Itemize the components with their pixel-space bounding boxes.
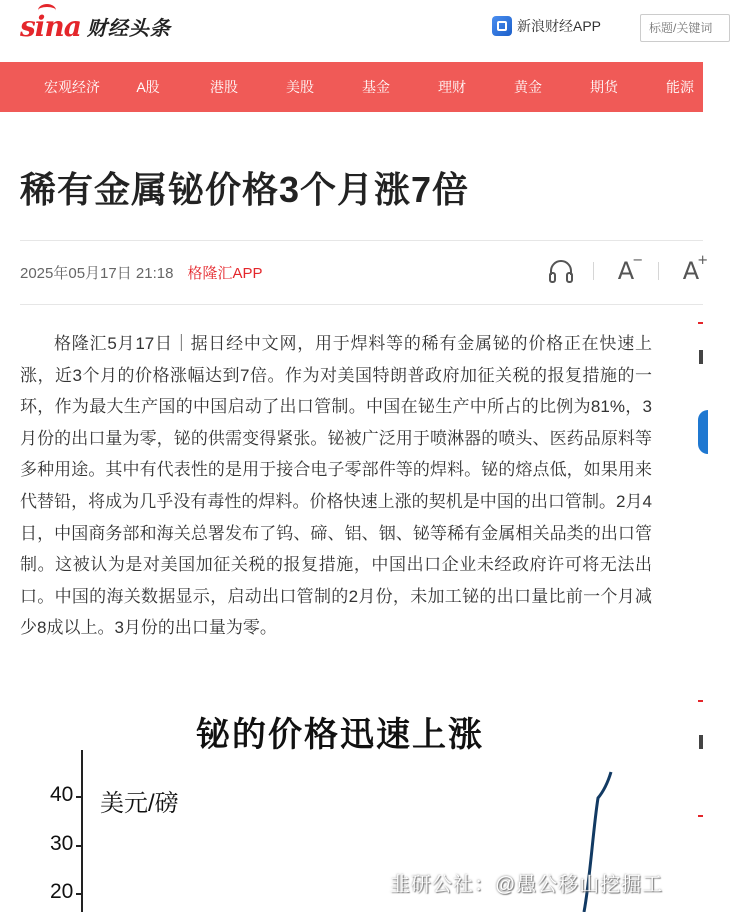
y-tick-label: 20 <box>50 880 74 903</box>
font-increase-button[interactable] <box>676 253 709 286</box>
search-input[interactable] <box>640 14 730 42</box>
article-tools <box>546 253 709 286</box>
y-tick-label: 30 <box>50 832 74 855</box>
nav-item-energy[interactable]: 能源 <box>666 79 694 95</box>
headphones-icon[interactable] <box>546 256 576 286</box>
sidebar-avatar[interactable] <box>698 410 708 454</box>
divider <box>20 304 703 305</box>
y-tick-label: 40 <box>50 783 74 806</box>
chart-unit-label: 美元/磅 <box>100 790 179 817</box>
app-icon <box>492 16 512 36</box>
divider <box>20 240 703 241</box>
app-link-label: 新浪财经APP <box>517 18 602 34</box>
app-download-link[interactable] <box>492 16 601 36</box>
tool-separator <box>658 262 659 280</box>
font-decrease-button[interactable] <box>611 253 644 286</box>
nav-item-futures[interactable]: 期货 <box>590 79 618 95</box>
nav-item-us-stocks[interactable]: 美股 <box>286 79 314 95</box>
logo-brand: sina <box>20 10 81 43</box>
source-link[interactable]: 格隆汇APP <box>187 265 263 282</box>
font-increase-icon: A + <box>682 253 709 285</box>
top-bar <box>0 0 703 62</box>
publish-date: 2025年05月17日 21:18 <box>20 265 174 282</box>
channel-nav <box>0 62 703 112</box>
nav-item-a-shares[interactable]: A股 <box>136 79 160 95</box>
sidebar-marker <box>698 322 703 324</box>
watermark: 韭研公社：@愚公移山挖掘工 <box>390 874 664 896</box>
sidebar-fragment <box>699 350 703 364</box>
nav-item-gold[interactable]: 黄金 <box>514 79 542 95</box>
logo-text: 财经头条 <box>86 18 171 40</box>
logo-eye-mark <box>38 4 56 17</box>
tool-separator <box>593 262 594 280</box>
nav-item-wealth[interactable]: 理财 <box>438 79 466 95</box>
chart-title: 铋的价格迅速上涨 <box>196 716 484 754</box>
sina-logo[interactable] <box>20 10 171 43</box>
article-title: 稀有金属铋价格3个月涨7倍 <box>20 169 470 210</box>
nav-item-funds[interactable]: 基金 <box>362 79 390 95</box>
font-decrease-icon: A − <box>617 253 644 285</box>
article-meta <box>20 262 262 283</box>
nav-item-macro[interactable]: 宏观经济 <box>44 79 100 95</box>
nav-item-hk-stocks[interactable]: 港股 <box>210 79 238 95</box>
article-body: 格隆汇5月17日｜据日经中文网，用于焊料等的稀有金属铋的价格正在快速上涨，近3个月的价格涨幅达到7倍。作为对美国特朗普政府加征关税的报复措施的一环，作为最大生产国的中国启动了出口管制。中国在铋生产中所占的比例为81%，3月份的出口量为零，铋的供需变得紧张。铋被广泛用于喷淋器的喷头、医药品原料等多种用途。其中有代表性的是用于接合电子零部件等的焊料。铋的熔点低，如果用来代替铅，将成为几乎没有毒性的焊料。价格快速上涨的契机是中国的出口管制。2月4日，中国商务部和海关总署发布了钨、碲、铝、铟、铋等稀有金属相关品类的出口管制。这被认为是对美国加征关税的报复措施，中国出口企业未经政府许可将无法出口。中国的海关数据显示，启动出口管制的2月份，未加工铋的出口量比前一个月减少8成以上。3月份的出口量为零。 <box>20 334 652 638</box>
